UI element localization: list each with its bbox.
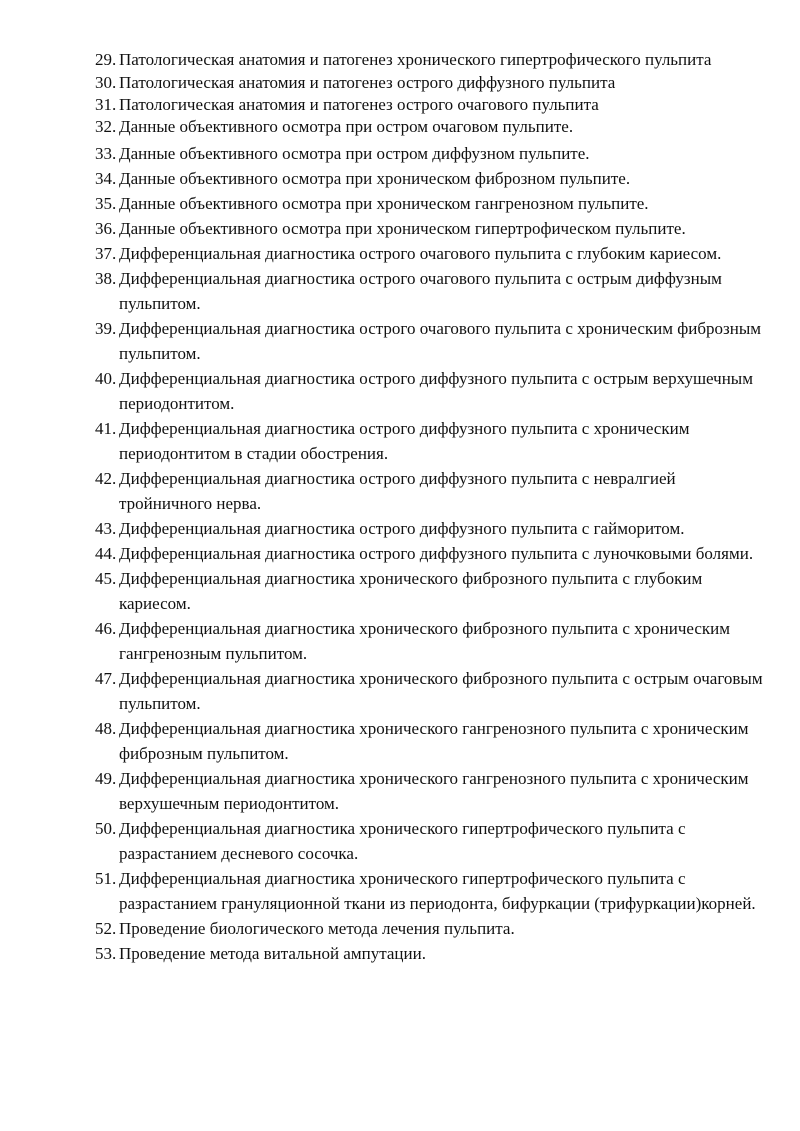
item-number: 39. bbox=[95, 319, 117, 338]
item-text: Дифференциальная диагностика острого диффузного пульпита с хроническим периодонтитом в стадии обострения. bbox=[119, 419, 690, 463]
item-text: Дифференциальная диагностика острого диффузного пульпита с острым верхушечным периодонтитом. bbox=[119, 369, 753, 413]
item-text: Дифференциальная диагностика острого диффузного пульпита с невралгией тройничного нерва. bbox=[119, 469, 676, 513]
item-text: Дифференциальная диагностика хронического гангренозного пульпита с хроническим фиброзным пульпитом. bbox=[119, 719, 749, 763]
item-text: Данные объективного осмотра при хроническом гангренозном пульпите. bbox=[119, 194, 649, 213]
item-text: Проведение метода витальной ампутации. bbox=[119, 944, 426, 963]
item-text: Данные объективного осмотра при хроническом фиброзном пульпите. bbox=[119, 169, 631, 188]
list-item bbox=[95, 416, 765, 466]
list-item bbox=[95, 541, 765, 566]
item-number: 47. bbox=[95, 669, 117, 688]
item-number: 44. bbox=[95, 544, 117, 563]
item-text: Дифференциальная диагностика хронического фиброзного пульпита с глубоким кариесом. bbox=[119, 569, 703, 613]
item-text: Дифференциальная диагностика хронического гангренозного пульпита с хроническим верхушечным периодонтитом. bbox=[119, 769, 749, 813]
item-number: 49. bbox=[95, 769, 117, 788]
item-text: Дифференциальная диагностика острого очагового пульпита с острым диффузным пульпитом. bbox=[119, 269, 722, 313]
item-text: Дифференциальная диагностика хронического фиброзного пульпита с острым очаговым пульпитом. bbox=[119, 669, 763, 713]
list-item bbox=[95, 316, 765, 366]
list-item bbox=[95, 916, 765, 941]
item-number: 45. bbox=[95, 569, 117, 588]
item-text: Данные объективного осмотра при остром очаговом пульпите. bbox=[119, 117, 574, 136]
list-item bbox=[95, 766, 765, 816]
list-item bbox=[95, 116, 765, 138]
list-item bbox=[95, 94, 765, 116]
item-number: 43. bbox=[95, 519, 117, 538]
item-text: Данные объективного осмотра при остром диффузном пульпите. bbox=[119, 144, 590, 163]
item-text: Дифференциальная диагностика хронического фиброзного пульпита с хроническим гангренозным пульпитом. bbox=[119, 619, 731, 663]
item-number: 37. bbox=[95, 244, 117, 263]
list-item bbox=[95, 866, 765, 916]
item-number: 35. bbox=[95, 194, 117, 213]
item-number: 53. bbox=[95, 944, 117, 963]
item-text: Проведение биологического метода лечения пульпита. bbox=[119, 919, 515, 938]
list-item bbox=[95, 266, 765, 316]
item-text: Патологическая анатомия и патогенез острого диффузного пульпита bbox=[119, 73, 616, 92]
list-item bbox=[95, 566, 765, 616]
item-number: 48. bbox=[95, 719, 117, 738]
list-item bbox=[95, 141, 765, 166]
item-number: 34. bbox=[95, 169, 117, 188]
list-item bbox=[95, 47, 765, 72]
item-text: Дифференциальная диагностика острого очагового пульпита с глубоким кариесом. bbox=[119, 244, 722, 263]
list-item bbox=[95, 166, 765, 191]
list-item bbox=[95, 216, 765, 241]
item-number: 31. bbox=[95, 95, 117, 114]
item-number: 46. bbox=[95, 619, 117, 638]
list-item bbox=[95, 941, 765, 966]
list-item bbox=[95, 816, 765, 866]
item-number: 29. bbox=[95, 50, 117, 69]
item-text: Дифференциальная диагностика хронического гипертрофического пульпита с разрастанием грануляционной ткани из периодонта, бифуркации (трифуркации)корней. bbox=[119, 869, 756, 913]
list-item bbox=[95, 366, 765, 416]
item-text: Патологическая анатомия и патогенез хронического гипертрофического пульпита bbox=[119, 50, 712, 69]
item-text: Дифференциальная диагностика острого диффузного пульпита с луночковыми болями. bbox=[119, 544, 754, 563]
item-number: 40. bbox=[95, 369, 117, 388]
list-item bbox=[95, 666, 765, 716]
item-number: 41. bbox=[95, 419, 117, 438]
item-text: Патологическая анатомия и патогенез острого очагового пульпита bbox=[119, 95, 599, 114]
item-text: Дифференциальная диагностика острого диффузного пульпита с гайморитом. bbox=[119, 519, 685, 538]
item-number: 30. bbox=[95, 73, 117, 92]
list-item bbox=[95, 466, 765, 516]
item-number: 51. bbox=[95, 869, 117, 888]
question-list bbox=[95, 47, 765, 966]
item-number: 50. bbox=[95, 819, 117, 838]
item-text: Дифференциальная диагностика хронического гипертрофического пульпита с разрастанием десневого сосочка. bbox=[119, 819, 686, 863]
item-text: Дифференциальная диагностика острого очагового пульпита с хроническим фиброзным пульпитом. bbox=[119, 319, 762, 363]
item-number: 32. bbox=[95, 117, 117, 136]
item-number: 33. bbox=[95, 144, 117, 163]
item-number: 42. bbox=[95, 469, 117, 488]
item-number: 36. bbox=[95, 219, 117, 238]
list-item bbox=[95, 72, 765, 94]
list-item bbox=[95, 716, 765, 766]
list-item bbox=[95, 241, 765, 266]
item-text: Данные объективного осмотра при хроническом гипертрофическом пульпите. bbox=[119, 219, 686, 238]
list-item bbox=[95, 516, 765, 541]
item-number: 38. bbox=[95, 269, 117, 288]
list-item bbox=[95, 616, 765, 666]
item-number: 52. bbox=[95, 919, 117, 938]
list-item bbox=[95, 191, 765, 216]
